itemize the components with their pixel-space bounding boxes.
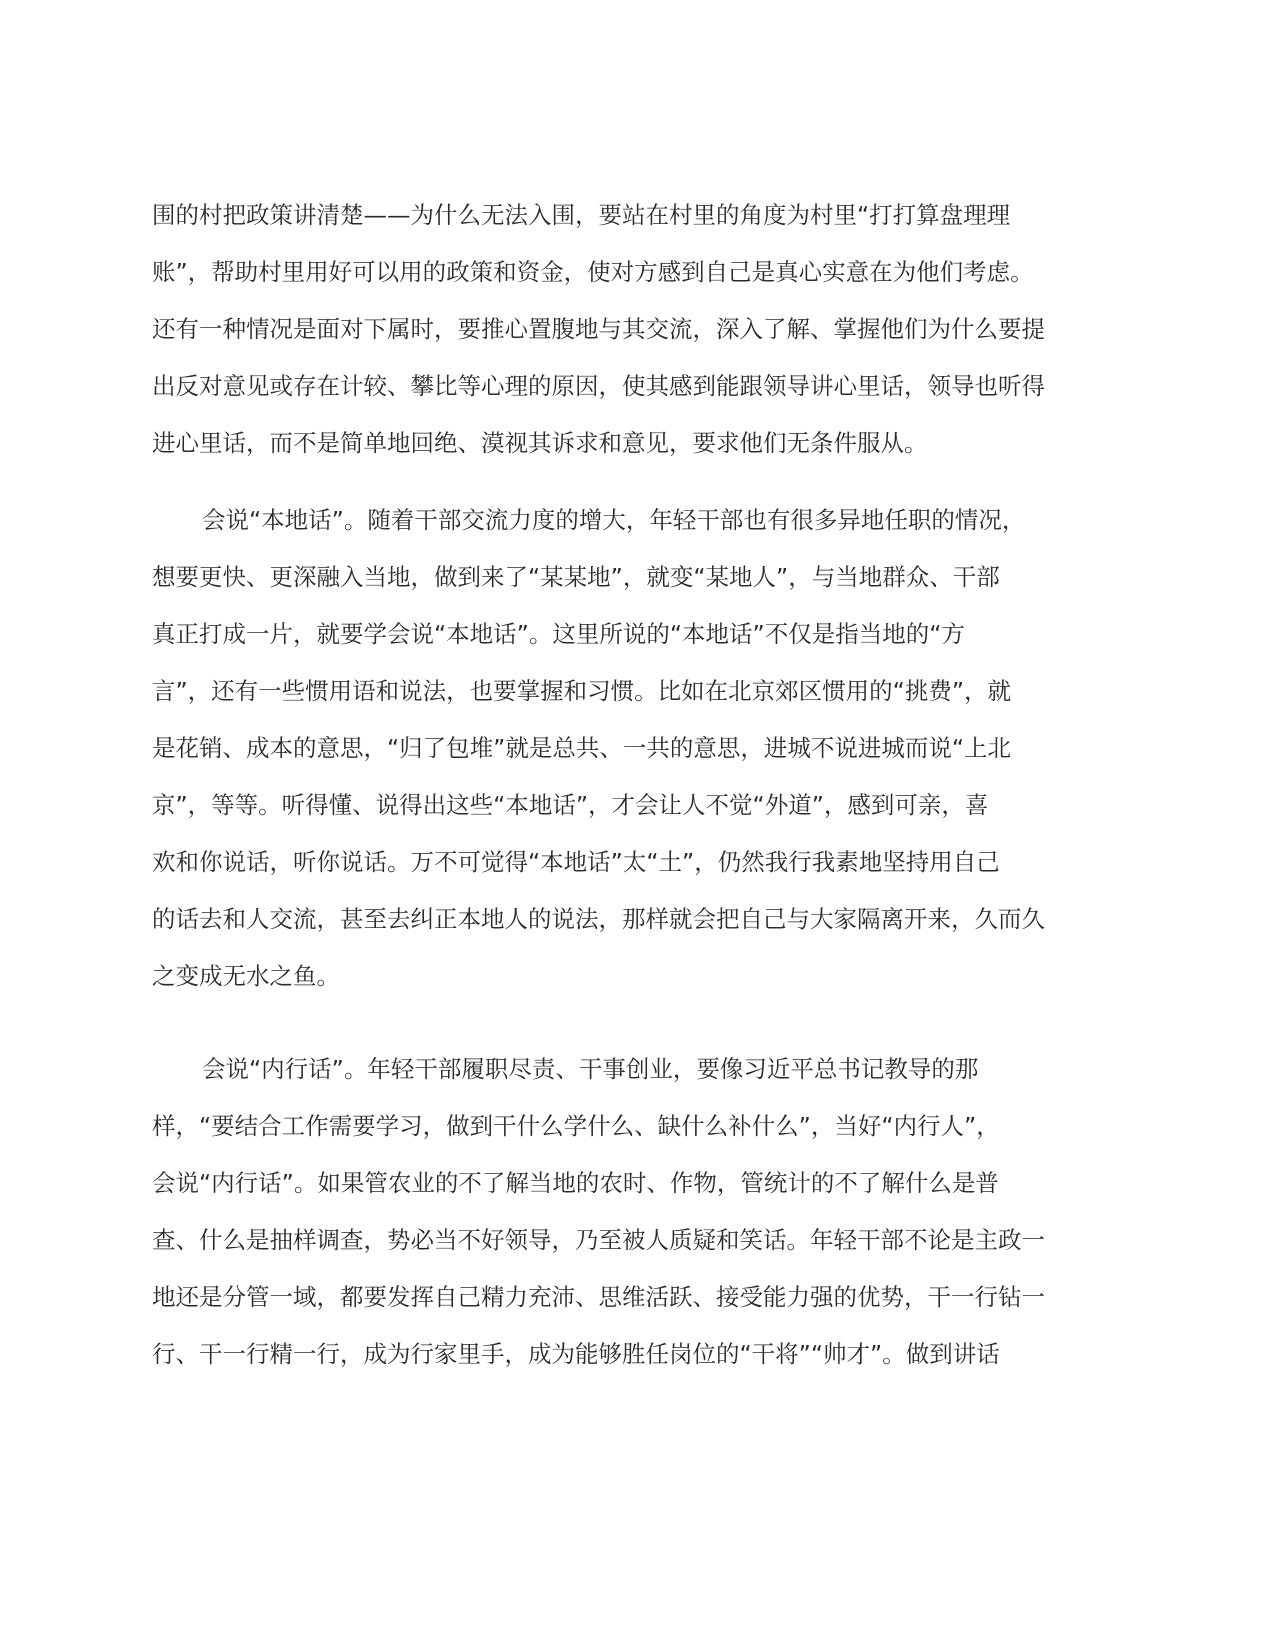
text-line: 是花销、成本的意思，“归了包堆”就是总共、一共的意思，进城不说进城而说“上北 xyxy=(152,734,1012,762)
text-line: 进心里话，而不是简单地回绝、漠视其诉求和意见，要求他们无条件服从。 xyxy=(152,429,928,457)
text-line: 会说“本地话”。随着干部交流力度的增大，年轻干部也有很多异地任职的情况， xyxy=(202,506,1026,534)
text-line: 言”，还有一些惯用语和说法，也要掌握和习惯。比如在北京郊区惯用的“挑费”，就 xyxy=(152,677,1012,705)
text-line: 欢和你说话，听你说话。万不可觉得“本地话”太“土”，仍然我行我素地坚持用自己 xyxy=(152,848,1000,876)
text-line: 出反对意见或存在计较、攀比等心理的原因，使其感到能跟领导讲心里话，领导也听得 xyxy=(152,372,1045,400)
text-line: 会说“内行话”。年轻干部履职尽责、干事创业，要像习近平总书记教导的那 xyxy=(202,1055,979,1083)
text-line: 的话去和人交流，甚至去纠正本地人的说法，那样就会把自己与大家隔离开来，久而久 xyxy=(152,905,1045,933)
text-line: 样，“要结合工作需要学习，做到干什么学什么、缺什么补什么”，当好“内行人”， xyxy=(152,1112,1000,1140)
text-line: 京”，等等。听得懂、说得出这些“本地话”，才会让人不觉“外道”，感到可亲，喜 xyxy=(152,791,989,819)
text-line: 想要更快、更深融入当地，做到来了“某某地”，就变“某地人”，与当地群众、干部 xyxy=(152,563,1000,591)
text-line: 账”，帮助村里用好可以用的政策和资金，使对方感到自己是真心实意在为他们考虑。 xyxy=(152,258,1034,286)
text-line: 地还是分管一域，都要发挥自己精力充沛、思维活跃、接受能力强的优势，干一行钻一 xyxy=(152,1283,1045,1311)
text-line: 查、什么是抽样调查，势必当不好领导，乃至被人质疑和笑话。年轻干部不论是主政一 xyxy=(152,1226,1045,1254)
text-line: 行、干一行精一行，成为行家里手，成为能够胜任岗位的“干将”“帅才”。做到讲话 xyxy=(152,1340,1000,1368)
paragraph-professional-talk xyxy=(152,1041,1112,1383)
text-line: 还有一种情况是面对下属时，要推心置腹地与其交流，深入了解、掌握他们为什么要提 xyxy=(152,315,1045,343)
paragraph-1 xyxy=(152,187,1112,472)
text-line: 围的村把政策讲清楚——为什么无法入围，要站在村里的角度为村里“打打算盘理理 xyxy=(152,201,1011,229)
paragraph-local-dialect xyxy=(152,492,1112,1005)
text-line: 会说“内行话”。如果管农业的不了解当地的农时、作物，管统计的不了解什么是普 xyxy=(152,1169,999,1197)
text-line: 之变成无水之鱼。 xyxy=(152,962,340,990)
text-line: 真正打成一片，就要学会说“本地话”。这里所说的“本地话”不仅是指当地的“方 xyxy=(152,620,965,648)
